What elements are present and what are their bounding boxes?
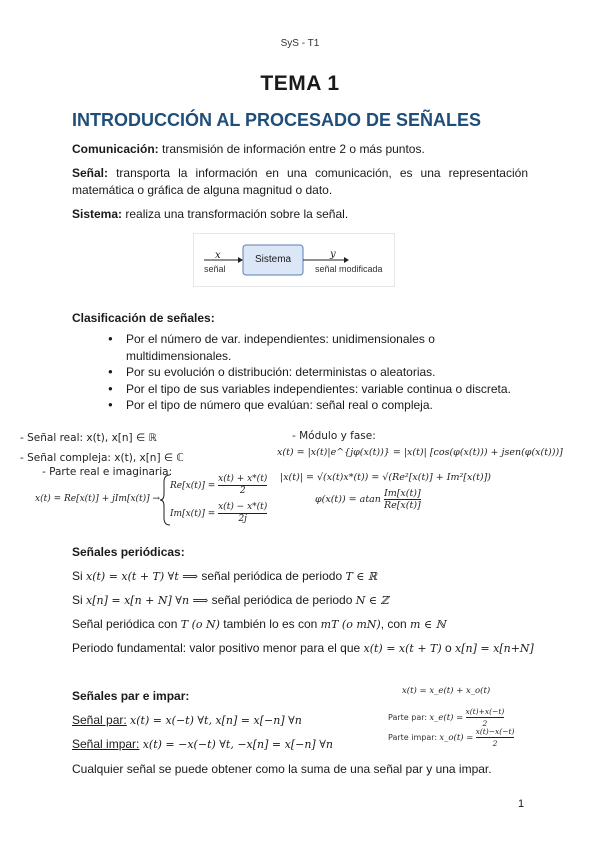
- definition-sistema: [72, 206, 528, 223]
- periodic-line-discrete: [72, 593, 389, 607]
- even-odd-summary: Cualquier señal se puede obtener como la suma de una señal par y una impar.: [72, 762, 492, 776]
- system-block-label: Sistema: [255, 254, 292, 265]
- page-number: 1: [518, 798, 525, 810]
- note-modulo-fase: - Módulo y fase:: [292, 430, 376, 442]
- math-fragment: N ∈ ℤ: [355, 594, 389, 607]
- side-odd-label: Parte impar:: [388, 733, 438, 742]
- side-odd-fraction: [476, 726, 515, 749]
- input-label: señal: [204, 264, 226, 274]
- text-fragment: Periodo fundamental: valor positivo menor para el que: [72, 641, 364, 655]
- im-lhs: Im[x(t)] =: [170, 508, 216, 519]
- text-fragment: señal periódica de periodo: [198, 569, 346, 583]
- math-fragment: T ∈ ℝ: [345, 570, 378, 583]
- list-item: ● Por el número de var. independientes: unidimensionales o multidimensionales.: [108, 331, 528, 364]
- input-arrowhead: [238, 257, 243, 263]
- eq-modulus: |x(t)| = √(x(t)x*(t)) = √(Re²[x(t)] + Im²[x(t)]): [280, 472, 491, 483]
- system-diagram-graphic: [194, 234, 394, 286]
- running-header: SyS - T1: [280, 38, 320, 49]
- even-odd-heading: Señales par e impar:: [72, 689, 190, 703]
- side-even-numerator: x(t)+x(−t): [465, 707, 505, 716]
- text-fragment: Si: [72, 593, 87, 607]
- system-diagram: [194, 234, 394, 286]
- re-fraction: [218, 474, 267, 497]
- side-odd-denominator: 2: [492, 739, 498, 748]
- math-fragment: mT (o mN): [320, 618, 381, 631]
- term-sistema: Sistema:: [72, 207, 123, 221]
- side-odd-part: [388, 726, 514, 749]
- input-variable: x: [215, 250, 221, 261]
- math-fragment: x(t) = x(t + T): [363, 642, 442, 655]
- text-fragment: Señal periódica con: [72, 617, 181, 631]
- definition-senal: [72, 165, 528, 199]
- re-denominator: 2: [239, 486, 246, 496]
- note-parte-real-imag: - Parte real e imaginaria:: [42, 466, 173, 478]
- text-fragment: también lo es con: [219, 617, 321, 631]
- eq-phase: [315, 488, 421, 511]
- odd-label: Señal impar:: [72, 737, 140, 751]
- phase-numerator: Im[x(t)]: [383, 488, 421, 499]
- section-subtitle: INTRODUCCIÓN AL PROCESADO DE SEÑALES: [72, 110, 482, 130]
- note-senal-real: - Señal real: x(t), x[n] ∈ ℝ: [20, 432, 157, 444]
- re-lhs: Re[x(t)] =: [170, 480, 216, 491]
- side-even-lhs: x_e(t) =: [429, 712, 464, 723]
- output-variable: y: [330, 249, 336, 260]
- even-math: x(t) = x(−t) ∀t, x[n] = x[−n] ∀n: [130, 714, 302, 727]
- list-item: ● Por el tipo de sus variables independientes: variable continua o discreta.: [108, 381, 528, 398]
- term-senal: Señal:: [72, 166, 109, 180]
- phase-denominator: Re[x(t)]: [383, 500, 421, 511]
- phase-fraction: [384, 488, 421, 511]
- eq-real-part: [170, 474, 267, 497]
- im-denominator: 2j: [238, 514, 247, 524]
- eq-imag-part: [170, 502, 267, 525]
- math-fragment: x(t) = x(t + T) ∀t ⟹: [86, 570, 199, 583]
- output-arrowhead: [344, 257, 349, 263]
- periodic-line-multiple: [72, 617, 446, 631]
- even-label: Señal par:: [72, 713, 127, 727]
- note-x-decomposition: x(t) = Re[x(t)] + jIm[x(t)] →: [35, 494, 161, 504]
- page-title: TEMA 1: [260, 72, 340, 95]
- side-decomposition: x(t) = x_e(t) + x_o(t): [402, 686, 491, 696]
- text-fragment: o: [441, 641, 456, 655]
- list-item: ● Por su evolución o distribución: deterministas o aleatorias.: [108, 364, 528, 381]
- side-even-label: Parte par:: [388, 713, 428, 722]
- classification-list: [108, 331, 528, 414]
- im-fraction: [218, 502, 267, 525]
- even-signal-line: [72, 713, 302, 727]
- re-numerator: x(t) + x*(t): [218, 474, 268, 484]
- im-numerator: x(t) − x*(t): [218, 502, 268, 512]
- side-even-denominator: 2: [482, 719, 488, 728]
- list-item: ● Por el tipo de número que evalúan: señal real o compleja.: [108, 397, 528, 414]
- phase-lhs: φ(x(t)) = atan: [315, 494, 381, 505]
- note-senal-compleja: - Señal compleja: x(t), x[n] ∈ ℂ: [20, 452, 184, 464]
- output-label: señal modificada: [315, 264, 383, 274]
- math-fragment: T (o N): [180, 618, 220, 631]
- classification-heading: Clasificación de señales:: [72, 311, 215, 325]
- text-fragment: Si: [72, 569, 87, 583]
- odd-signal-line: [72, 737, 333, 751]
- eq-polar-form: x(t) = |x(t)|e^{jφ(x(t))} = |x(t)| [cos(φ(x(t))) + jsen(φ(x(t)))]: [277, 447, 563, 458]
- side-odd-numerator: x(t)−x(−t): [475, 727, 515, 736]
- odd-math: x(t) = −x(−t) ∀t, −x[n] = x[−n] ∀n: [142, 738, 333, 751]
- text-fragment: , con: [380, 617, 411, 631]
- text-senal: transporta la información en una comunicación, es una representación matemática o gráfica de alguna magnitud o dato.: [72, 166, 528, 197]
- term-comunicacion: Comunicación:: [72, 142, 159, 156]
- text-comunicacion: transmisión de información entre 2 o más puntos.: [158, 142, 425, 156]
- periodic-heading: Señales periódicas:: [72, 545, 185, 559]
- text-sistema: realiza una transformación sobre la señal.: [122, 207, 349, 221]
- definition-comunicacion: [72, 141, 528, 158]
- periodic-line-fundamental: [72, 641, 534, 655]
- periodic-line-continuous: [72, 569, 377, 583]
- math-fragment: x[n] = x[n+N]: [455, 642, 534, 655]
- math-fragment: m ∈ ℕ: [410, 618, 446, 631]
- math-fragment: x[n] = x[n + N] ∀n ⟹: [86, 594, 209, 607]
- text-fragment: señal periódica de periodo: [208, 593, 356, 607]
- side-odd-lhs: x_o(t) =: [439, 732, 474, 743]
